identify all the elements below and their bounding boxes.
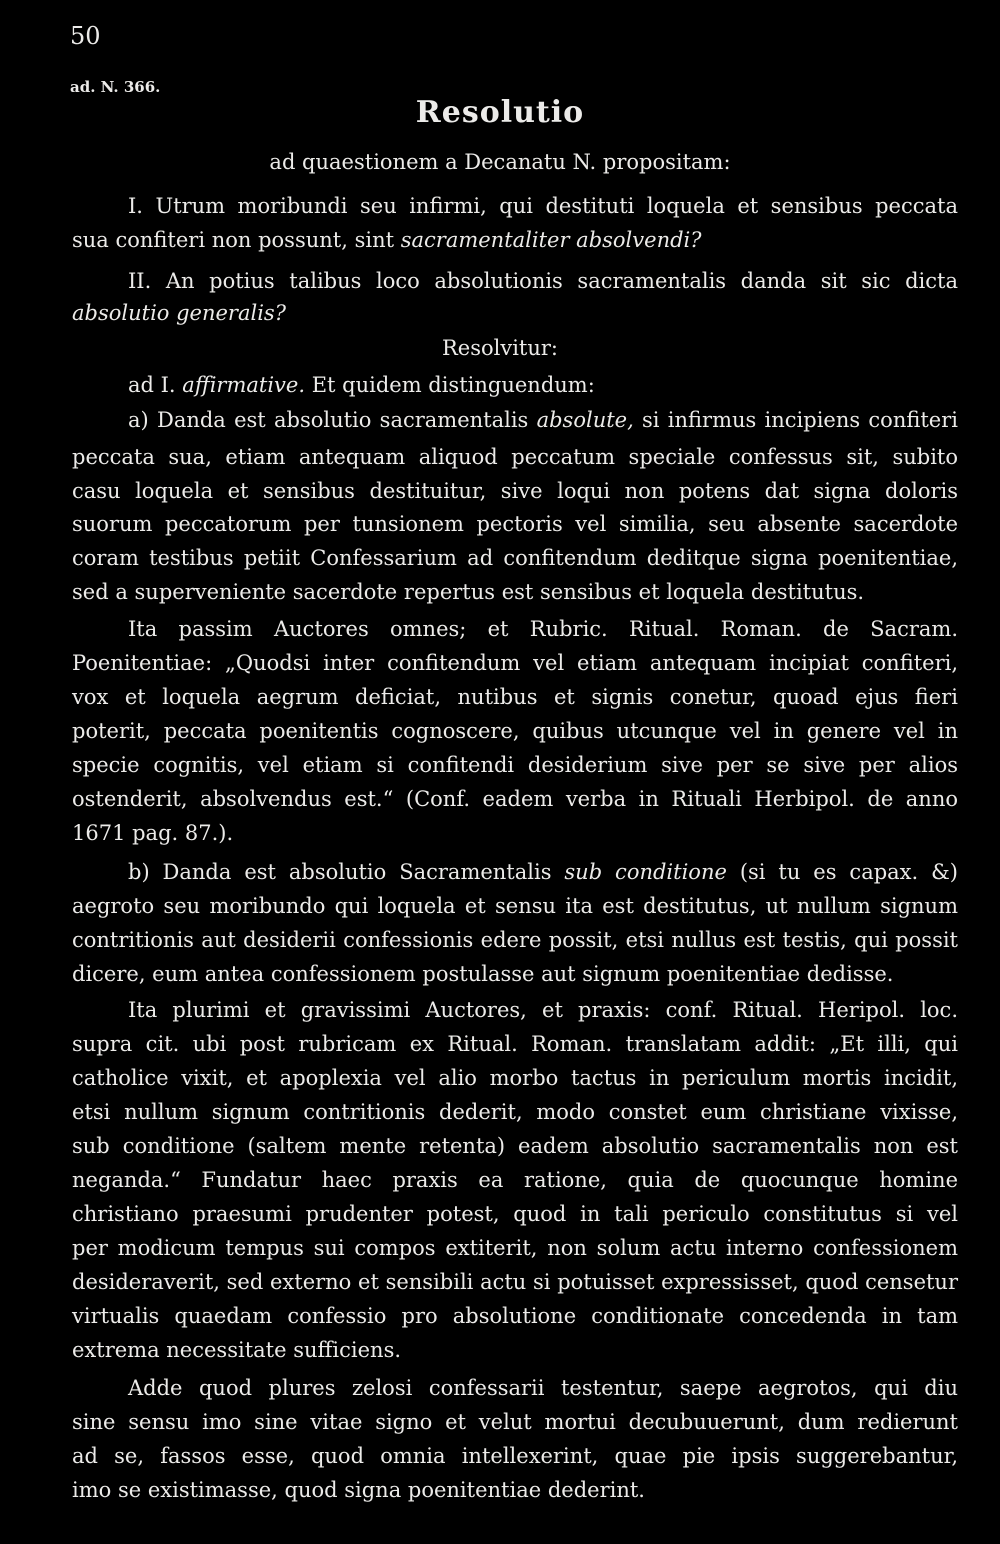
page-number: 50: [70, 22, 101, 50]
paragraph-ita-1-line: vox et loquela aegrum deficiat, nutibus et signis conetur, quoad ejus fieri: [72, 685, 958, 709]
question-1-line: I. Utrum moribundi seu infirmi, qui destituti loquela et sensibus peccata: [128, 194, 958, 218]
paragraph-ita-2-line: virtualis quaedam confessio pro absolutione conditionate concedenda in tam: [72, 1304, 958, 1328]
paragraph-ita-1-line: Ita passim Auctores omnes; et Rubric. Ritual. Roman. de Sacram.: [128, 617, 958, 641]
paragraph-ita-1-line: specie cognitis, vel etiam si confitendi desiderium sive per se sive per alios: [72, 753, 958, 777]
question-2-line: II. An potius talibus loco absolutionis sacramentalis danda sit sic dicta: [128, 269, 958, 293]
paragraph-ita-1-line: poterit, peccata poenitentis cognoscere, quibus utcunque vel in genere vel in: [72, 719, 958, 743]
paragraph-b-line: aegroto seu moribundo qui loquela et sensu ita est destitutus, ut nullum signum: [72, 894, 958, 918]
paragraph-ita-2-line: extrema necessitate sufficiens.: [72, 1338, 402, 1362]
paragraph-ita-2-line: desideraverit, sed externo et sensibili actu si potuisset expressisset, quod censetur: [72, 1270, 958, 1294]
answer-1-emphasis: affirmative.: [182, 373, 306, 397]
paragraph-ita-2-line: Ita plurimi et gravissimi Auctores, et praxis: conf. Ritual. Heripol. loc.: [128, 998, 958, 1022]
answer-1-text: Et quidem distinguendum:: [305, 373, 595, 397]
paragraph-b-line: contritionis aut desiderii confessionis edere possit, etsi nullus est testis, qui possit: [72, 928, 958, 952]
paragraph-a-line: sed a superveniente sacerdote repertus est sensibus et loquela destitutus.: [72, 580, 865, 604]
paragraph-adde-line: imo se existimasse, quod signa poenitentiae dederint.: [72, 1478, 645, 1502]
paragraph-a-text: si infirmus incipiens confiteri: [633, 408, 958, 432]
paragraph-a-text: a) Danda est absolutio sacramentalis: [128, 408, 537, 432]
paragraph-adde-line: ad se, fassos esse, quod omnia intellexerint, quae pie ipsis suggerebantur,: [72, 1444, 958, 1468]
paragraph-ita-1-line: 1671 pag. 87.).: [72, 821, 234, 845]
paragraph-a-line: casu loquela et sensibus destituitur, sive loqui non potens dat signa doloris: [72, 479, 958, 503]
document-subtitle: ad quaestionem a Decanatu N. propositam:: [269, 150, 731, 174]
paragraph-ita-2-line: christiano praesumi prudenter potest, quod in tali periculo constitutus si vel: [72, 1202, 958, 1226]
paragraph-b-text: b) Danda est absolutio Sacramentalis: [128, 860, 565, 884]
question-1-line: [72, 225, 958, 255]
paragraph-a-line: suorum peccatorum per tunsionem pectoris vel similia, seu absente sacerdote: [72, 512, 958, 536]
question-1-text: sua confiteri non possunt, sint: [72, 228, 401, 252]
paragraph-a-line: coram testibus petiit Confessarium ad confitendum deditque signa poenitentiae,: [72, 546, 958, 570]
answer-1-label: ad I.: [128, 373, 183, 397]
question-2-line: [72, 298, 958, 328]
paragraph-ita-2-line: supra cit. ubi post rubricam ex Ritual. Roman. translatam addit: „Et illi, qui: [72, 1032, 958, 1056]
paragraph-a-emphasis: absolute,: [536, 408, 634, 432]
paragraph-ita-1-line: ostenderit, absolvendus est.“ (Conf. eadem verba in Rituali Herbipol. de anno: [72, 787, 958, 811]
paragraph-ita-2-line: per modicum tempus sui compos extiterit, non solum actu interno confessionem: [72, 1236, 958, 1260]
paragraph-adde-line: Adde quod plures zelosi confessarii testentur, saepe aegrotos, qui diu: [128, 1376, 958, 1400]
paragraph-b-line: dicere, eum antea confessionem postulasse aut signum poenitentiae dedisse.: [72, 962, 894, 986]
paragraph-ita-2-line: sub conditione (saltem mente retenta) eadem absolutio sacramentalis non est: [72, 1134, 958, 1158]
paragraph-b-emphasis: sub conditione: [564, 860, 727, 884]
paragraph-a-line: peccata sua, etiam antequam aliquod peccatum speciale confessus sit, subito: [72, 445, 958, 469]
question-1-emphasis: sacramentaliter absolvendi?: [400, 228, 702, 252]
paragraph-ita-1-line: Poenitentiae: „Quodsi inter confitendum vel etiam antequam incipiat confiteri,: [72, 651, 958, 675]
reference-number: ad. N. 366.: [70, 78, 161, 96]
document-title: Resolutio: [415, 95, 585, 130]
paragraph-b-line: [128, 857, 958, 887]
paragraph-ita-2-line: catholice vixit, et apoplexia vel alio morbo tactus in periculum mortis incidit,: [72, 1066, 958, 1090]
paragraph-adde-line: sine sensu imo sine vitae signo et velut mortui decubuuerunt, dum redierunt: [72, 1410, 958, 1434]
paragraph-ita-2-line: neganda.“ Fundatur haec praxis ea ratione, quia de quocunque homine: [72, 1168, 958, 1192]
paragraph-ita-2-line: etsi nullum signum contritionis dederit, modo constet eum christiane vixisse,: [72, 1100, 958, 1124]
resolvitur-heading: Resolvitur:: [441, 336, 559, 360]
answer-1-intro: [128, 370, 958, 400]
question-2-emphasis: absolutio generalis?: [72, 301, 286, 325]
paragraph-b-text: (si tu es capax. &): [726, 860, 958, 884]
paragraph-a-line: [128, 405, 958, 435]
